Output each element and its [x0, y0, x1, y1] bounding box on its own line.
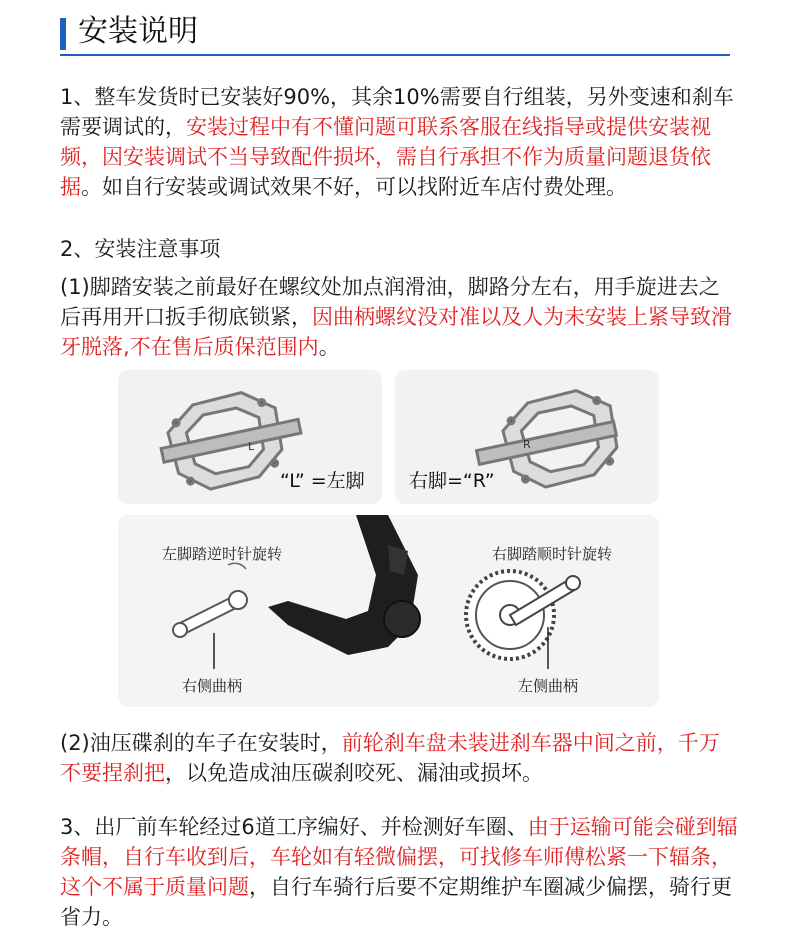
paragraph-2-title: 2、安装注意事项 [60, 237, 221, 261]
right-chainring [466, 571, 580, 659]
left-pedal-panel [118, 370, 382, 504]
p2b-text-warning: 前轮刹车盘未装进刹车器中间之前，千万不要捏刹把 [60, 731, 720, 785]
left-pedal-letter: L [248, 440, 255, 453]
left-pedal-caption: “L” =左脚 [280, 470, 365, 492]
p2a-text-a: (1)脚踏安装之前最好在螺纹处加点润滑油，脚路分左右，用手旋进去之后再用开口扳手彻底锁紧， [60, 275, 720, 329]
left-crank-arm [173, 591, 247, 637]
paragraph-2a [60, 272, 738, 362]
header-divider [60, 54, 730, 56]
crank-panel [118, 515, 659, 707]
header-accent-bar [60, 18, 66, 50]
p1-text-warning: 安装过程中有不懂问题可联系客服在线指导或提供安装视频，因安装调试不当导致配件损坏，需自行承担不作为质量问题退货依据 [60, 115, 711, 199]
left-crank-label: 右侧曲柄 [182, 677, 243, 695]
right-crank-label: 左侧曲柄 [518, 677, 579, 695]
p1-text-a: 1、整车发货时已安装好90%，其余10%需要自行组装，另外变速和刹车需要调试的， [60, 85, 734, 139]
p1-text-c: 。如自行安装或调试效果不好，可以找附近车店付费处理。 [81, 175, 627, 199]
p2a-text-c: 。 [318, 335, 340, 359]
p3-text-warning: 由于运输可能会碰到辐条帽，自行车收到后，车轮如有轻微偏摆，可找修车师傅松紧一下辐条，这个不属于质量问题 [60, 815, 738, 899]
right-pedal-panel [395, 370, 659, 504]
section-header [60, 8, 730, 52]
left-crank-title: 左脚踏逆时针旋转 [162, 545, 283, 563]
p2a-text-warning: 因曲柄螺纹没对准以及人为未安装上紧导致滑牙脱落,不在售后质保范围内 [60, 305, 732, 359]
paragraph-1 [60, 82, 738, 202]
p3-text-c: ，自行车骑行后要不定期维护车圈减少偏摆，骑行更省力。 [60, 875, 732, 929]
right-crank-title: 右脚踏顺时针旋转 [492, 545, 613, 563]
p3-text-a: 3、出厂前车轮经过6道工序编好、并检测好车圈、 [60, 815, 528, 839]
p2b-text-c: ，以免造成油压碳刹咬死、漏油或损坏。 [165, 761, 543, 785]
right-pedal-letter: R [523, 438, 531, 451]
paragraph-2b [60, 728, 738, 788]
page-title: 安装说明 [78, 14, 198, 49]
paragraph-3 [60, 812, 738, 932]
p2b-text-a: (2)油压碟刹的车子在安装时， [60, 731, 342, 755]
right-pedal-caption: 右脚=“R” [409, 470, 495, 492]
